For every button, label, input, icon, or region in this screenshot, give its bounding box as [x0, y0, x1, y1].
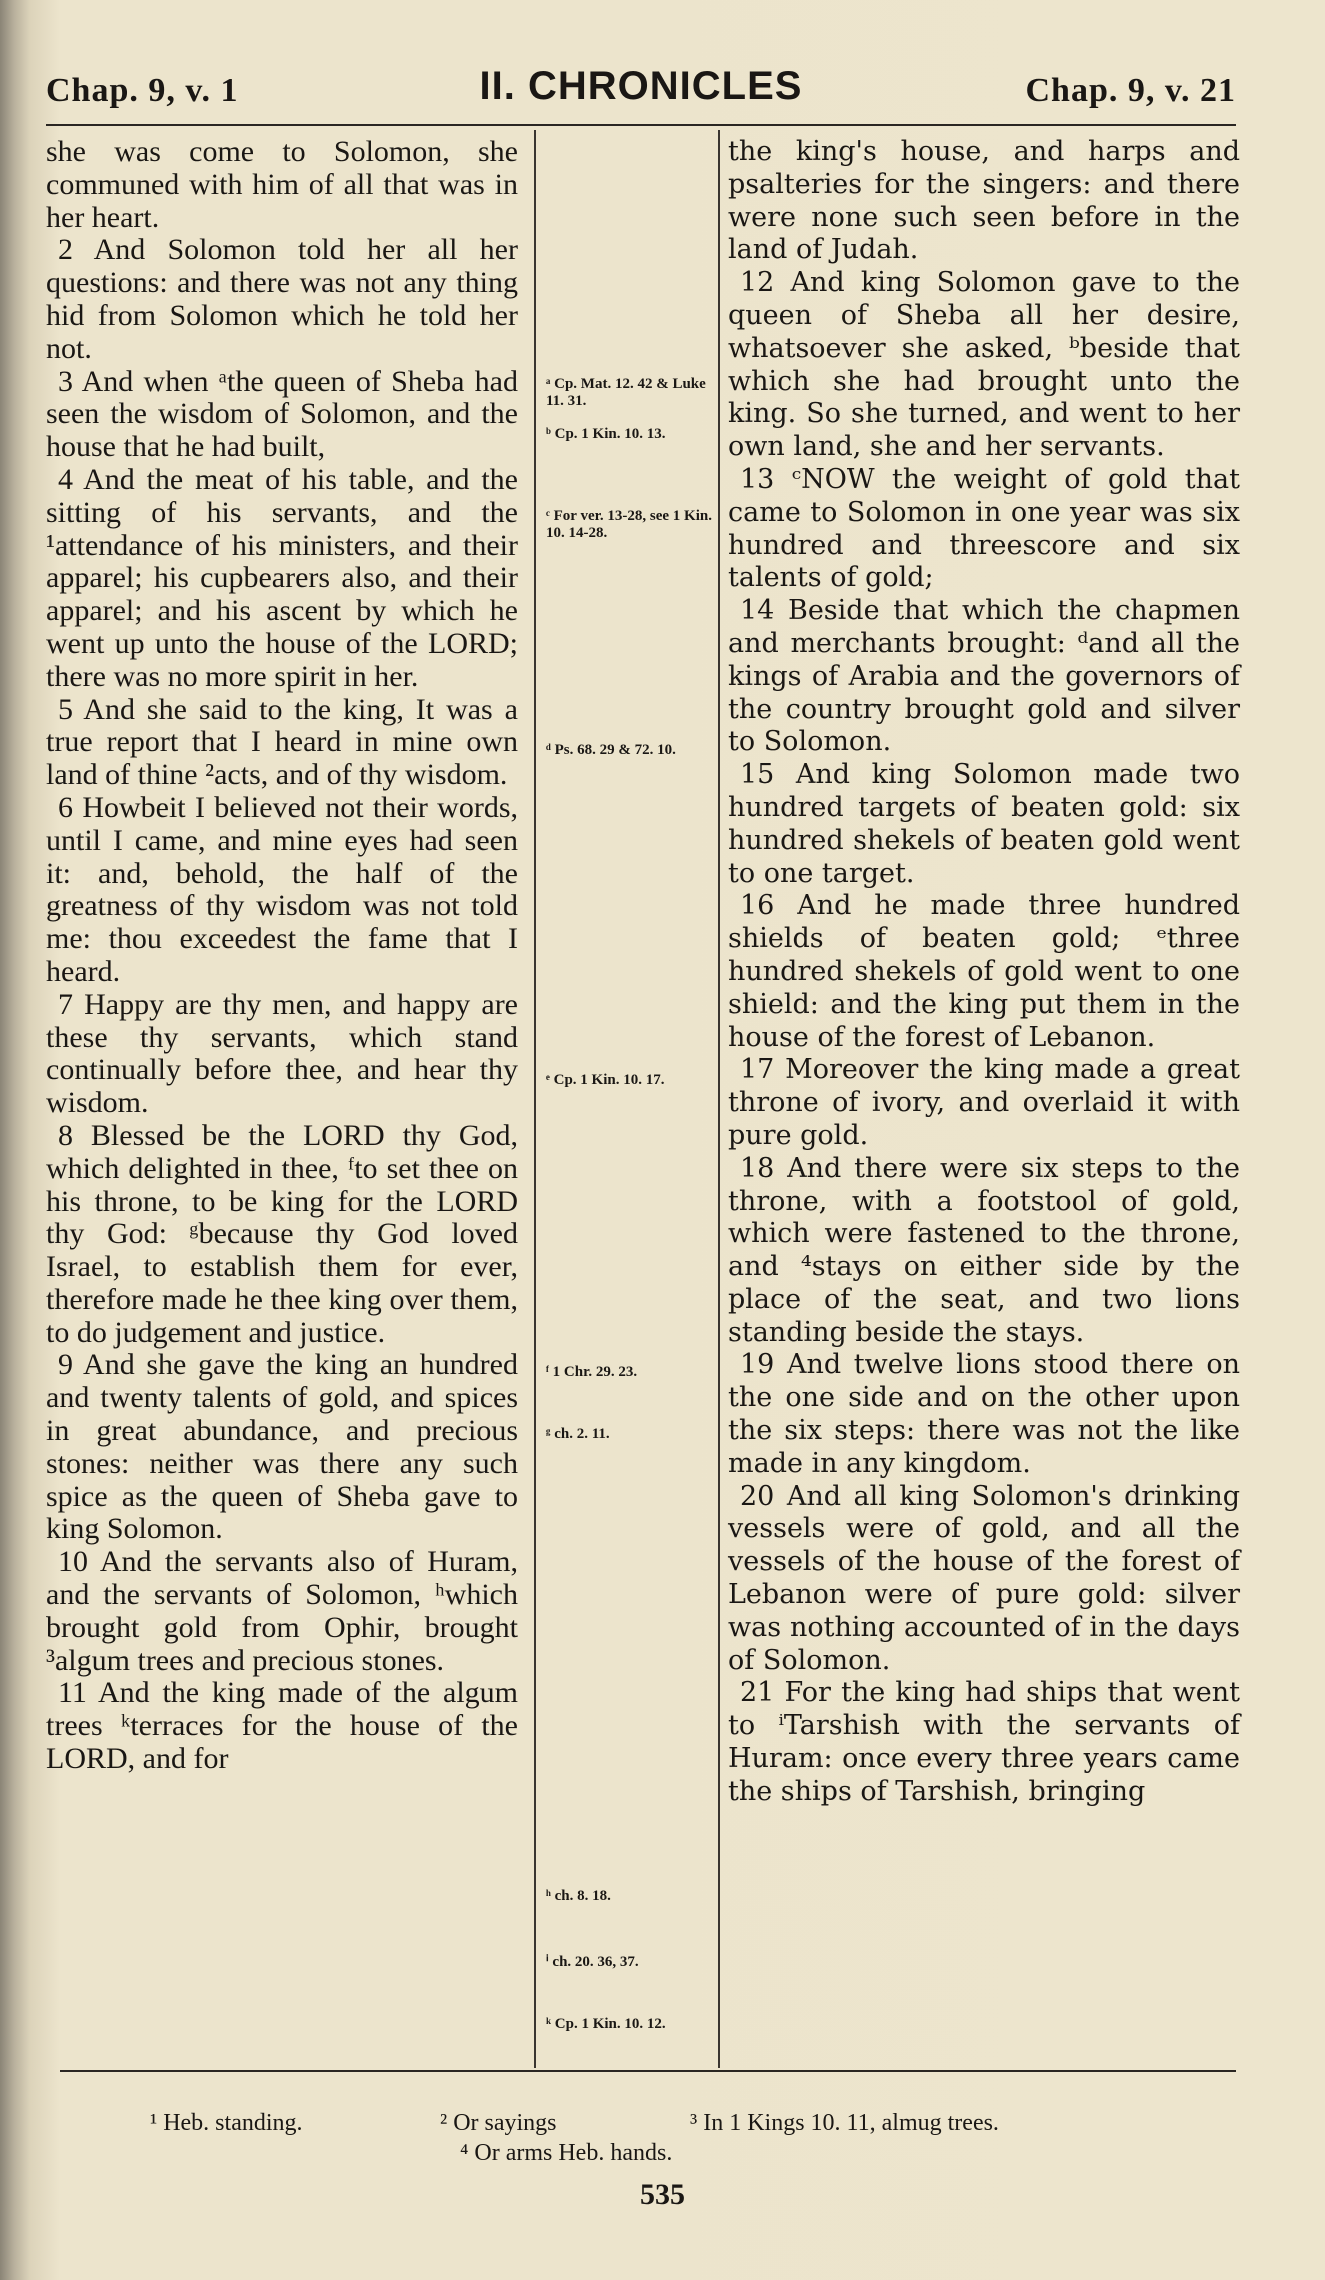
footnote-rule: [60, 2070, 1236, 2072]
verse-paragraph: 5 And she said to the king, It was a true report that I heard in mine own land of thine ²acts, and of thy wisdom.: [46, 692, 518, 792]
footnote: ² Or sayings: [440, 2110, 557, 2136]
column-divider-left: [534, 130, 536, 2068]
verse-paragraph: 13 ᶜNOW the weight of gold that came to Solomon in one year was six hundred and threescore and six talents of gold;: [728, 463, 1240, 594]
verse-paragraph: 11 And the king made of the algum trees ᵏterraces for the house of the LORD, and for: [46, 1676, 518, 1776]
verse-paragraph: 8 Blessed be the LORD thy God, which delighted in thee, ᶠto set thee on his throne, to be king for the LORD thy God: ᵍbecause thy God loved Israel, to establish them for ever, therefore made he thee king over them, to do judgement and justice.: [46, 1118, 518, 1349]
verse-paragraph: 12 And king Solomon gave to the queen of Sheba all her desire, whatsoever she asked, ᵇbeside that which she had brought unto the king. So she turned, and went to her own land, she and her servants.: [728, 267, 1240, 463]
verse-paragraph: 2 And Solomon told her all her questions: and there was not any thing hid from Solomon which he told her not.: [46, 233, 518, 365]
verse-paragraph: 6 Howbeit I believed not their words, until I came, and mine eyes had seen it: and, behold, the half of the greatness of thy wisdom was not told me: thou exceedest the fame that I heard.: [46, 790, 518, 988]
verse-paragraph: 21 For the king had ships that went to ⁱTarshish with the servants of Huram: once every three years came the ships of Tarshish, bringing: [728, 1677, 1240, 1807]
cross-reference: ᵇ Cp. 1 Kin. 10. 13.: [546, 426, 666, 442]
header-chapter-start: Chap. 9, v. 1: [46, 72, 239, 109]
right-text-column: [728, 136, 1240, 1809]
column-divider-right: [718, 130, 720, 2068]
verse-paragraph: 14 Beside that which the chapmen and merchants brought: ᵈand all the kings of Arabia and the governors of the country brought gold and silver to Solomon.: [728, 595, 1240, 758]
page-header: [46, 64, 1236, 124]
verse-paragraph: 20 And all king Solomon's drinking vessels were of gold, and all the vessels of the house of the forest of Lebanon were of pure gold: silver was nothing accounted of in the days of Solomon.: [728, 1480, 1240, 1676]
verse-paragraph: 18 And there were six steps to the throne, with a footstool of gold, which were fastened to the throne, and ⁴stays on either side by the place of the seat, and two lions standing beside the stays.: [728, 1152, 1240, 1348]
verse-paragraph: 15 And king Solomon made two hundred targets of beaten gold: six hundred shekels of beaten gold went to one target.: [728, 759, 1240, 889]
footnote: ³ In 1 Kings 10. 11, almug trees.: [690, 2110, 999, 2136]
verse-paragraph: 19 And twelve lions stood there on the one side and on the other upon the six steps: there was not the like made in any kingdom.: [728, 1349, 1240, 1479]
cross-reference: ⁱ ch. 20. 36, 37.: [546, 1954, 639, 1970]
cross-reference: ᵍ ch. 2. 11.: [546, 1426, 610, 1442]
cross-reference: ʰ ch. 8. 18.: [546, 1888, 611, 1904]
cross-reference: ᵃ Cp. Mat. 12. 42 & Luke 11. 31.: [546, 376, 706, 409]
header-chapter-end: Chap. 9, v. 21: [1025, 72, 1236, 109]
page-number: 535: [640, 2178, 685, 2211]
cross-reference: ᵉ Cp. 1 Kin. 10. 17.: [546, 1072, 665, 1088]
verse-paragraph: 9 And she gave the king an hundred and twenty talents of gold, and spices in great abundance, and precious stones: neither was there any such spice as the queen of Sheba gave to king Solomon.: [46, 1348, 518, 1546]
cross-reference-column: [538, 136, 714, 2066]
verse-paragraph: the king's house, and harps and psalteries for the singers: and there were none such seen before in the land of Judah.: [728, 136, 1240, 266]
verse-paragraph: she was come to Solomon, she communed with him of all that was in her heart.: [46, 135, 518, 234]
cross-reference: ᶠ 1 Chr. 29. 23.: [546, 1364, 638, 1380]
verse-paragraph: 7 Happy are thy men, and happy are these thy servants, which stand continually before thee, and hear thy wisdom.: [46, 987, 518, 1120]
verse-paragraph: 3 And when ᵃthe queen of Sheba had seen the wisdom of Solomon, and the house that he had built,: [46, 364, 518, 464]
footnote: ¹ Heb. standing.: [150, 2110, 303, 2136]
cross-reference: ᵈ Ps. 68. 29 & 72. 10.: [546, 742, 676, 758]
left-text-column: [46, 136, 518, 1776]
header-book-title: II. CHRONICLES: [479, 64, 803, 108]
cross-reference: ᵏ Cp. 1 Kin. 10. 12.: [546, 2016, 666, 2032]
cross-reference: ᶜ For ver. 13-28, see 1 Kin. 10. 14-28.: [546, 508, 712, 541]
footnote: ⁴ Or arms Heb. hands.: [460, 2140, 673, 2166]
verse-paragraph: 10 And the servants also of Huram, and the servants of Solomon, ʰwhich brought gold from Ophir, brought ³algum trees and precious stones.: [46, 1545, 518, 1677]
verse-paragraph: 17 Moreover the king made a great throne of ivory, and overlaid it with pure gold.: [728, 1054, 1240, 1151]
footnotes: [150, 2110, 1150, 2170]
header-rule: [46, 124, 1236, 126]
verse-paragraph: 16 And he made three hundred shields of beaten gold; ᵉthree hundred shekels of gold went to one shield: and the king put them in the house of the forest of Lebanon.: [728, 890, 1240, 1053]
verse-paragraph: 4 And the meat of his table, and the sitting of his servants, and the ¹attendance of his ministers, and their apparel; his cupbearers also, and their apparel; and his ascent by which he went up unto the house of the LORD; there was no more spirit in her.: [46, 462, 518, 693]
